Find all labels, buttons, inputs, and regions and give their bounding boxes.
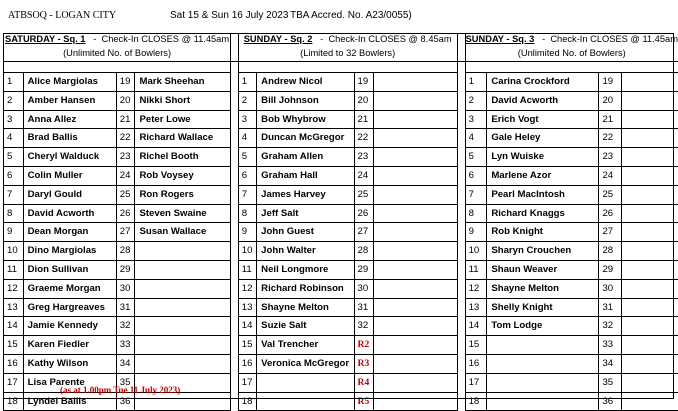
- entry-name: [622, 242, 678, 261]
- entry-name: [622, 392, 678, 411]
- entry-number: 7: [465, 185, 487, 204]
- entry-name: Shayne Melton: [257, 298, 354, 317]
- entry-number: 29: [599, 260, 622, 279]
- entry-name: [257, 392, 354, 411]
- entry-name: Dion Sullivan: [23, 260, 116, 279]
- entry-name: [135, 298, 231, 317]
- entry-name: Steven Swaine: [135, 204, 231, 223]
- entry-name: Graeme Morgan: [23, 279, 116, 298]
- section-2-name: SUNDAY - Sq. 2: [244, 34, 313, 44]
- entry-name: [373, 242, 457, 261]
- entry-number: 26: [116, 204, 135, 223]
- entry-number: 6: [238, 166, 256, 185]
- entry-number: 10: [465, 242, 487, 261]
- entry-number: 9: [465, 223, 487, 242]
- entry-name: David Acworth: [23, 204, 116, 223]
- entry-number: 29: [116, 260, 135, 279]
- entry-number: 24: [599, 166, 622, 185]
- entry-name: [135, 242, 231, 261]
- entry-number: 12: [465, 279, 487, 298]
- entry-number: 18: [465, 392, 487, 411]
- entry-number: 5: [465, 148, 487, 167]
- entry-number: 35: [599, 373, 622, 392]
- entry-name: Bill Johnson: [257, 91, 354, 110]
- table-row: [4, 298, 678, 317]
- entry-number: 1: [4, 73, 24, 92]
- table-row: [4, 73, 678, 92]
- entry-name: Marlene Azor: [487, 166, 599, 185]
- entry-name: Daryl Gould: [23, 185, 116, 204]
- entry-name: [373, 392, 457, 411]
- entry-name: Colin Muller: [23, 166, 116, 185]
- entry-name: Rob Voysey: [135, 166, 231, 185]
- entry-name: Mark Sheehan: [135, 73, 231, 92]
- entry-name: [135, 279, 231, 298]
- entry-number: 22: [599, 129, 622, 148]
- section-3-limit: (Unlimited No. of Bowlers): [465, 47, 678, 62]
- entry-name: Cheryl Walduck: [23, 148, 116, 167]
- table-row: [4, 148, 678, 167]
- entry-number: 10: [4, 242, 24, 261]
- entry-number: 12: [238, 279, 256, 298]
- entry-number: 19: [354, 73, 373, 92]
- entry-number: 25: [354, 185, 373, 204]
- entry-number: 32: [116, 317, 135, 336]
- entry-number: R3: [354, 354, 373, 373]
- entry-name: [373, 73, 457, 92]
- entry-name: Jamie Kennedy: [23, 317, 116, 336]
- entry-number: 27: [354, 223, 373, 242]
- entry-name: [487, 392, 599, 411]
- entry-name: Veronica McGregor: [257, 354, 354, 373]
- entry-number: 5: [4, 148, 24, 167]
- entry-number: 7: [4, 185, 24, 204]
- entry-number: 23: [116, 148, 135, 167]
- entry-number: 11: [238, 260, 256, 279]
- entry-number: 11: [4, 260, 24, 279]
- entry-number: 2: [465, 91, 487, 110]
- entry-name: [135, 336, 231, 355]
- entry-name: Sharyn Crouchen: [487, 242, 599, 261]
- entry-name: Tom Lodge: [487, 317, 599, 336]
- entry-number: 2: [238, 91, 256, 110]
- entry-name: Pearl MacIntosh: [487, 185, 599, 204]
- entry-name: Shayne Melton: [487, 279, 599, 298]
- entry-number: 19: [116, 73, 135, 92]
- entry-name: Dino Margiolas: [23, 242, 116, 261]
- entry-number: 17: [465, 373, 487, 392]
- section-3-checkin: Check-In CLOSES @ 11.45am: [550, 34, 678, 44]
- entry-name: Karen Fiedler: [23, 336, 116, 355]
- entry-name: [373, 129, 457, 148]
- event-name: ATBSOQ - LOGAN CITY: [8, 10, 116, 21]
- entry-name: [135, 260, 231, 279]
- section-2-title: SUNDAY - Sq. 2 - Check-In CLOSES @ 8.45am: [238, 33, 457, 47]
- entry-name: [135, 354, 231, 373]
- entry-number: 36: [116, 392, 135, 411]
- table-row: [4, 185, 678, 204]
- event-dates: Sat 15 & Sun 16 July 2023: [170, 10, 288, 21]
- table-row: [4, 279, 678, 298]
- entry-number: 8: [465, 204, 487, 223]
- entry-name: Dean Morgan: [23, 223, 116, 242]
- entry-number: 22: [116, 129, 135, 148]
- entry-name: Peter Lowe: [135, 110, 231, 129]
- entry-number: 36: [599, 392, 622, 411]
- entry-name: John Guest: [257, 223, 354, 242]
- entry-name: Alice Margiolas: [23, 73, 116, 92]
- entry-number: 30: [599, 279, 622, 298]
- table-row: [4, 223, 678, 242]
- entry-name: Duncan McGregor: [257, 129, 354, 148]
- entry-name: Ron Rogers: [135, 185, 231, 204]
- table-row: [4, 336, 678, 355]
- entry-name: [373, 260, 457, 279]
- entry-name: [487, 336, 599, 355]
- entry-name: [487, 373, 599, 392]
- entry-number: 24: [354, 166, 373, 185]
- entry-name: Richard Wallace: [135, 129, 231, 148]
- entry-name: Graham Hall: [257, 166, 354, 185]
- entry-name: [373, 354, 457, 373]
- section-1-name: SATURDAY - Sq. 1: [5, 34, 85, 44]
- entry-name: Bob Whybrow: [257, 110, 354, 129]
- footer-note: (as at 1.00pm Tue 11 July 2023): [60, 385, 180, 395]
- entry-name: Suzie Salt: [257, 317, 354, 336]
- entry-number: 23: [354, 148, 373, 167]
- entry-number: 6: [4, 166, 24, 185]
- entry-name: [373, 91, 457, 110]
- entry-name: James Harvey: [257, 185, 354, 204]
- entry-number: 4: [238, 129, 256, 148]
- entry-number: 9: [238, 223, 256, 242]
- entry-number: 13: [4, 298, 24, 317]
- entry-number: 25: [599, 185, 622, 204]
- entry-name: Lisa Parente: [23, 373, 116, 392]
- entry-name: Lyn Wuiske: [487, 148, 599, 167]
- entry-number: 10: [238, 242, 256, 261]
- entry-number: 13: [238, 298, 256, 317]
- entry-name: [373, 279, 457, 298]
- entry-number: 21: [599, 110, 622, 129]
- entry-name: [622, 354, 678, 373]
- entry-name: [373, 373, 457, 392]
- entry-number: 23: [599, 148, 622, 167]
- entry-number: 32: [354, 317, 373, 336]
- entry-number: 34: [599, 354, 622, 373]
- entry-name: [622, 185, 678, 204]
- entry-number: 30: [116, 279, 135, 298]
- entry-name: [257, 373, 354, 392]
- entry-number: 4: [4, 129, 24, 148]
- entry-number: 3: [238, 110, 256, 129]
- entry-number: 20: [354, 91, 373, 110]
- entry-number: 16: [4, 354, 24, 373]
- entry-number: 18: [238, 392, 256, 411]
- entry-number: 20: [599, 91, 622, 110]
- entry-name: [622, 91, 678, 110]
- entry-name: [622, 110, 678, 129]
- entry-number: 16: [465, 354, 487, 373]
- entry-number: 13: [465, 298, 487, 317]
- table-row: [4, 317, 678, 336]
- entry-number: 6: [465, 166, 487, 185]
- entry-number: 30: [354, 279, 373, 298]
- entry-number: 17: [238, 373, 256, 392]
- entry-name: [622, 317, 678, 336]
- entry-number: 8: [4, 204, 24, 223]
- entry-number: 15: [238, 336, 256, 355]
- entry-name: [373, 185, 457, 204]
- entry-name: [622, 336, 678, 355]
- entry-number: 22: [354, 129, 373, 148]
- entry-name: Shaun Weaver: [487, 260, 599, 279]
- entry-name: Rob Knight: [487, 223, 599, 242]
- entry-name: [622, 260, 678, 279]
- entry-name: [622, 373, 678, 392]
- entry-name: [135, 317, 231, 336]
- entry-name: Nikki Short: [135, 91, 231, 110]
- entry-name: [622, 223, 678, 242]
- entry-number: 14: [238, 317, 256, 336]
- entry-number: 24: [116, 166, 135, 185]
- entry-number: 28: [354, 242, 373, 261]
- entry-number: 1: [465, 73, 487, 92]
- entry-name: David Acworth: [487, 91, 599, 110]
- section-2-limit: (Limited to 32 Bowlers): [238, 47, 457, 62]
- entry-name: [622, 279, 678, 298]
- section-1-title: SATURDAY - Sq. 1 - Check-In CLOSES @ 11.45am: [4, 33, 231, 47]
- section-3-title: SUNDAY - Sq. 3 - Check-In CLOSES @ 11.45am: [465, 33, 678, 47]
- entry-number: 31: [354, 298, 373, 317]
- entry-number: 7: [238, 185, 256, 204]
- section-limit-row: [4, 47, 678, 62]
- entry-name: Anna Allez: [23, 110, 116, 129]
- section-2-checkin: Check-In CLOSES @ 8.45am: [328, 34, 451, 44]
- entry-name: [373, 148, 457, 167]
- entry-name: [373, 298, 457, 317]
- entry-number: 5: [238, 148, 256, 167]
- entry-name: Amber Hansen: [23, 91, 116, 110]
- section-3-name: SUNDAY - Sq. 3: [466, 34, 535, 44]
- entry-number: 12: [4, 279, 24, 298]
- entry-name: [373, 204, 457, 223]
- entry-number: 34: [116, 354, 135, 373]
- entry-number: 14: [4, 317, 24, 336]
- entry-name: [622, 148, 678, 167]
- entry-name: Richel Booth: [135, 148, 231, 167]
- table-row: [4, 91, 678, 110]
- entry-number: 27: [599, 223, 622, 242]
- entry-number: 8: [238, 204, 256, 223]
- entry-name: Val Trencher: [257, 336, 354, 355]
- entry-number: 19: [599, 73, 622, 92]
- entry-number: 33: [116, 336, 135, 355]
- entry-number: 15: [4, 336, 24, 355]
- section-1-checkin: Check-In CLOSES @ 11.45am: [101, 34, 229, 44]
- entry-name: [622, 166, 678, 185]
- entry-number: 33: [599, 336, 622, 355]
- entry-name: [622, 129, 678, 148]
- entry-number: 28: [116, 242, 135, 261]
- entry-number: 21: [354, 110, 373, 129]
- entry-name: Susan Wallace: [135, 223, 231, 242]
- table-row: [4, 242, 678, 261]
- table-row: [4, 260, 678, 279]
- entry-number: 9: [4, 223, 24, 242]
- entry-name: Gale Heley: [487, 129, 599, 148]
- entry-name: Andrew Nicol: [257, 73, 354, 92]
- entry-name: [622, 204, 678, 223]
- entry-name: Jeff Salt: [257, 204, 354, 223]
- entry-name: [373, 223, 457, 242]
- table-row: [4, 354, 678, 373]
- entry-number: 18: [4, 392, 24, 411]
- entry-number: 27: [116, 223, 135, 242]
- entry-number: 4: [465, 129, 487, 148]
- entry-number: 3: [465, 110, 487, 129]
- entry-number: 31: [599, 298, 622, 317]
- entry-name: Carina Crockford: [487, 73, 599, 92]
- entry-name: Brad Ballis: [23, 129, 116, 148]
- entry-number: 21: [116, 110, 135, 129]
- table-row: [4, 204, 678, 223]
- entry-name: Shelly Knight: [487, 298, 599, 317]
- entry-name: Neil Longmore: [257, 260, 354, 279]
- entry-number: 20: [116, 91, 135, 110]
- entry-name: Greg Hargreaves: [23, 298, 116, 317]
- entry-number: R2: [354, 336, 373, 355]
- entry-name: [487, 354, 599, 373]
- entry-number: 26: [354, 204, 373, 223]
- entry-number: 25: [116, 185, 135, 204]
- entry-name: [622, 73, 678, 92]
- entry-name: John Walter: [257, 242, 354, 261]
- entry-number: 28: [599, 242, 622, 261]
- entry-name: [373, 336, 457, 355]
- entry-number: 16: [238, 354, 256, 373]
- entry-number: 14: [465, 317, 487, 336]
- entry-number: 17: [4, 373, 24, 392]
- entry-number: 29: [354, 260, 373, 279]
- entry-number: 11: [465, 260, 487, 279]
- entry-name: Graham Allen: [257, 148, 354, 167]
- table-row: [4, 166, 678, 185]
- entry-name: Richard Knaggs: [487, 204, 599, 223]
- table-row: [4, 129, 678, 148]
- entry-number: 15: [465, 336, 487, 355]
- entry-name: Erich Vogt: [487, 110, 599, 129]
- entry-number: 32: [599, 317, 622, 336]
- entry-number: 3: [4, 110, 24, 129]
- entry-name: Lyndel Ballis: [23, 392, 116, 411]
- entries-table: [3, 33, 678, 411]
- entry-number: R4: [354, 373, 373, 392]
- entry-number: 26: [599, 204, 622, 223]
- accreditation: TBA Accred. No. A23/0055): [290, 10, 412, 21]
- entry-name: Richard Robinson: [257, 279, 354, 298]
- entry-name: [373, 110, 457, 129]
- entry-number: 31: [116, 298, 135, 317]
- entry-number: R5: [354, 392, 373, 411]
- entry-number: 1: [238, 73, 256, 92]
- entry-name: Kathy Wilson: [23, 354, 116, 373]
- section-1-limit: (Unlimited No. of Bowlers): [4, 47, 231, 62]
- section-header-row: [4, 33, 678, 47]
- entry-name: [373, 166, 457, 185]
- entry-name: [622, 298, 678, 317]
- entry-name: [373, 317, 457, 336]
- entry-number: 35: [116, 373, 135, 392]
- entry-number: 2: [4, 91, 24, 110]
- table-row: [4, 110, 678, 129]
